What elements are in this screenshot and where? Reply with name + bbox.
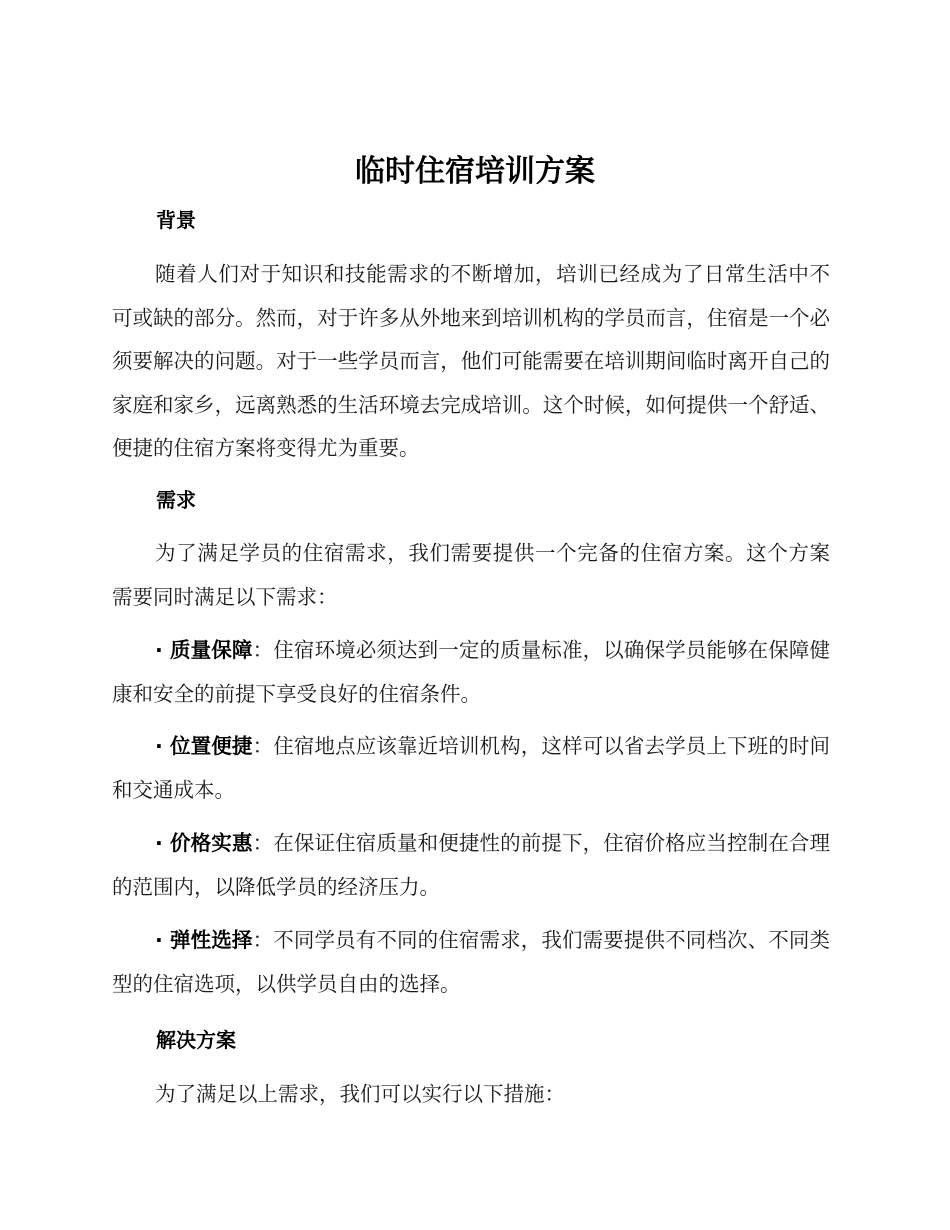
needs-item-term: · 位置便捷 [155,734,253,758]
needs-item-quality [112,629,830,716]
section-heading-background: 背景 [156,208,196,232]
document-title: 临时住宿培训方案 [355,154,595,189]
section-heading-needs: 需求 [156,488,196,512]
section-heading-solution: 解决方案 [156,1028,236,1052]
needs-intro-paragraph: 为了满足学员的住宿需求，我们需要提供一个完备的住宿方案。这个方案需要同时满足以下需求： [112,541,830,609]
needs-item-price [112,822,830,909]
needs-item-text: ：在保证住宿质量和便捷性的前提下，住宿价格应当控制在合理的范围内，以降低学员的经济压力。 [112,831,830,899]
needs-item-text: ：不同学员有不同的住宿需求，我们需要提供不同档次、不同类型的住宿选项，以供学员自由的选择。 [112,928,830,996]
solution-intro-paragraph: 为了满足以上需求，我们可以实行以下措施： [155,1082,565,1106]
needs-item-flexibility [112,919,830,1006]
needs-item-text: ：住宿地点应该靠近培训机构，这样可以省去学员上下班的时间和交通成本。 [112,734,830,802]
needs-item-term: · 价格实惠 [155,831,253,855]
needs-item-term: · 弹性选择 [155,928,253,952]
needs-item-location [112,725,830,812]
background-paragraph: 随着人们对于知识和技能需求的不断增加，培训已经成为了日常生活中不可或缺的部分。然而，对于许多从外地来到培训机构的学员而言，住宿是一个必须要解决的问题。对于一些学员而言，他们可能需要在培训期间临时离开自己的家庭和家乡，远离熟悉的生活环境去完成培训。这个时候，如何提供一个舒适、便捷的住宿方案将变得尤为重要。 [112,262,830,460]
needs-item-text: ：住宿环境必须达到一定的质量标准，以确保学员能够在保障健康和安全的前提下享受良好的住宿条件。 [112,638,830,706]
needs-item-term: · 质量保障 [155,638,253,662]
